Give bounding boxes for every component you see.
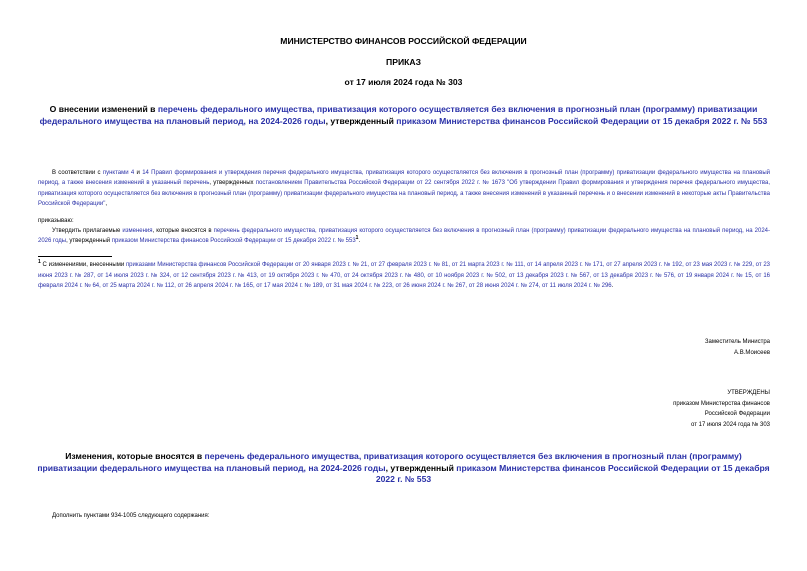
title-link-list[interactable]: перечень федерального имущества, приватизация которого осуществляется без включения в прогнозный план (программу) приватизации федерального имущества на плановый период, на 2024-2026 годы — [39, 104, 758, 126]
p2-link-changes[interactable]: изменения — [122, 228, 153, 234]
title-link-order[interactable]: приказом Министерства финансов Российской Федерации от 15 декабря 2022 г. № 553 — [396, 115, 768, 126]
approval-stamp: УТВЕРЖДЕНЫ — [727, 390, 770, 396]
p2-link-order[interactable]: приказом Министерства финансов Российской Федерации от 15 декабря 2022 г. № 553 — [111, 238, 356, 245]
approval-line-2: Российской Федерации — [704, 411, 770, 417]
annex-title-link-list[interactable]: перечень федерального имущества, приватизация которого осуществляется без включения в прогнозный план (программу) приватизации федерального имущества на плановый период, на 2024-2026 годы — [37, 451, 742, 473]
signature-block — [705, 337, 770, 358]
p2-text-middle: , которые вносятся в — [152, 228, 214, 234]
footnote-divider — [38, 256, 112, 257]
p1-text-and: и — [134, 170, 143, 176]
approval-line-3: от 17 июля 2024 года № 303 — [691, 421, 770, 428]
p1-link-points[interactable]: пунктами 4 — [102, 170, 135, 176]
signer-name: А.В.Моисеев — [734, 349, 770, 356]
footnote — [38, 260, 770, 292]
p2-text: Утвердить прилагаемые — [52, 228, 123, 234]
p1-text: В соответствии с — [52, 170, 103, 176]
doc-type-heading: ПРИКАЗ — [386, 57, 421, 67]
annex-title-link-order[interactable]: приказом Министерства финансов Российской Федерации от 15 декабря 2022 г. № 553 — [375, 462, 770, 484]
p2-text-middle2: , утвержденный — [66, 238, 112, 245]
p2-text-end: . — [358, 238, 361, 245]
addition-paragraph: Дополнить пунктами 934-1005 следующего содержания: — [52, 513, 210, 519]
p1-link-resolution[interactable]: постановлением Правительства Российской Федерации от 22 сентября 2022 г. № 1673 "Об утверждении Правил формирования и утверждения перечня федерального имущества, приватизация которого осуществляется без включения в прогнозный план (программу) приватизации федерального имущества на плановый период, а также внесения изменений в указанный перечень и о внесении изменений в некоторые акты Правительства Российской Федерации" — [38, 180, 770, 207]
preamble-paragraph — [38, 168, 770, 209]
annex-title-middle: , утвержденный — [385, 462, 457, 473]
approval-line-1: приказом Министерства финансов — [673, 400, 770, 407]
signer-position: Заместитель Министра — [704, 339, 770, 345]
ministry-heading: МИНИСТЕРСТВО ФИНАНСОВ РОССИЙСКОЙ ФЕДЕРАЦИИ — [280, 36, 527, 46]
annex-title — [36, 451, 771, 486]
title-text-middle: , утвержденный — [325, 115, 397, 126]
order-keyword: приказываю: — [38, 218, 74, 224]
footnote-link-amendments[interactable]: приказами Министерства финансов Российской Федерации от 20 января 2023 г. № 21, от 27 февраля 2023 г. № 81, от 21 марта 2023 г. № 111, от 14 апреля 2023 г. № 171, от 27 апреля 2023 г. № 192, от 23 мая 2023 г. № 229, от 23 июня 2023 г. № 287, от 14 июля 2023 г. № 324, от 12 сентября 2023 г. № 413, от 19 октября 2023 г. № 470, от 24 октября 2023 г. № 480, от 10 ноября 2023 г. № 502, от 13 декабря 2023 г. № 567, от 13 декабря 2023 г. № 576, от 19 января 2024 г. № 15, от 16 февраля 2024 г. № 64, от 25 марта 2024 г. № 112, от 26 апреля 2024 г. № 165, от 17 мая 2024 г. № 189, от 31 мая 2024 г. № 223, от 26 июня 2024 г. № 267, от 28 июня 2024 г. № 274, от 11 июля 2024 г. № 296 — [38, 262, 771, 290]
footnote-reference[interactable]: 1 — [355, 235, 359, 242]
annex-title-before: Изменения, которые вносятся в — [65, 451, 205, 461]
order-date-number: от 17 июля 2024 года № 303 — [344, 77, 463, 87]
order-paragraph — [38, 226, 770, 247]
footnote-mark: 1 — [38, 259, 41, 265]
approval-block — [673, 388, 770, 430]
p2-link-list[interactable]: перечень федерального имущества, приватизация которого осуществляется без включения в прогнозный план (программу) приватизации федерального имущества на плановый период, на 2024-2026 годы — [38, 228, 770, 245]
p1-link-rules[interactable]: 14 Правил формирования и утверждения перечня федерального имущества, приватизация которого осуществляется без включения в прогнозный план (программу) приватизации федерального имущества на плановый период, а также внесения изменений в указанный перечень — [38, 170, 770, 187]
footnote-text: С изменениями, внесенными — [40, 262, 126, 268]
p1-text-middle: , утвержденных — [209, 180, 256, 187]
p1-text-end: , — [105, 200, 108, 207]
footnote-text-end: . — [611, 283, 614, 290]
title-text-before: О внесении изменений в — [49, 104, 158, 114]
order-title — [36, 104, 771, 127]
